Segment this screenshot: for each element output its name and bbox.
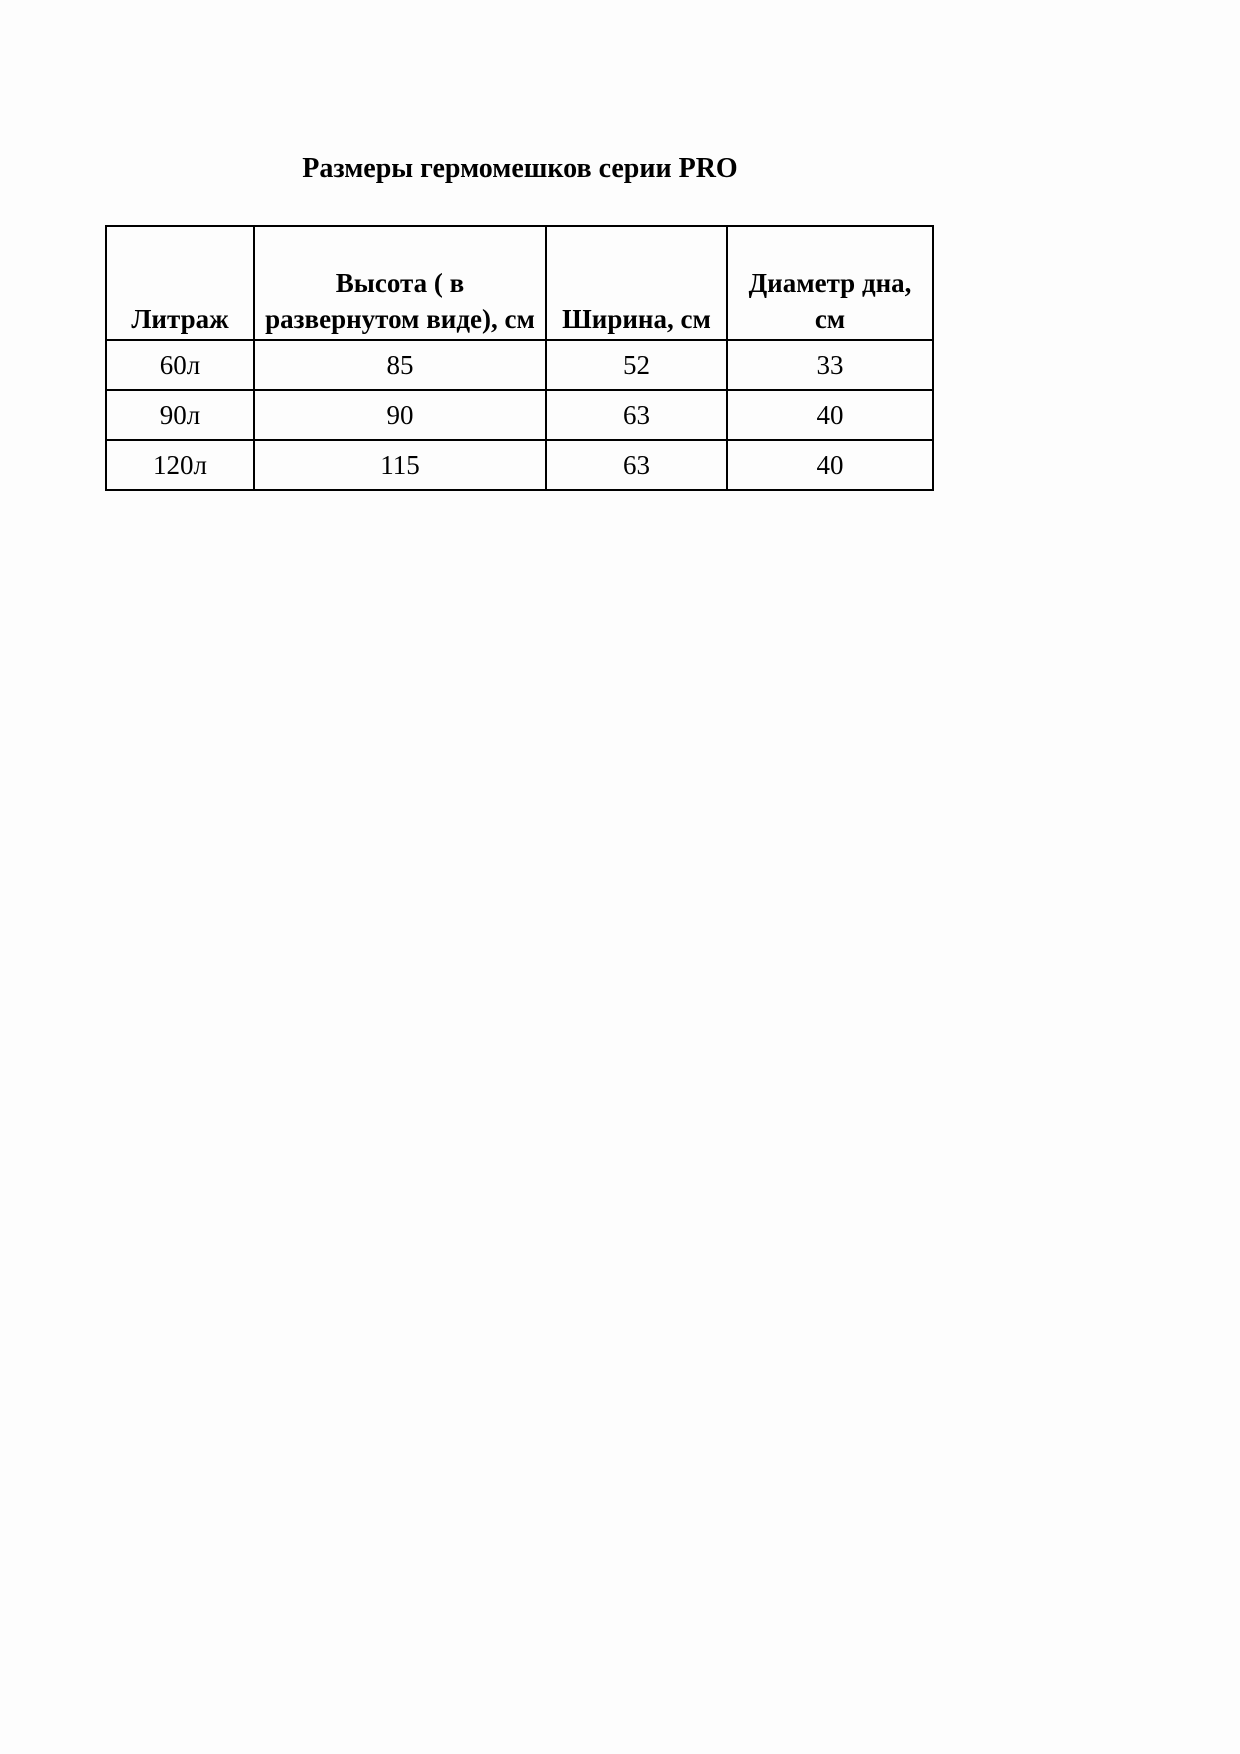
cell-width: 52 bbox=[546, 340, 727, 390]
cell-volume: 90л bbox=[106, 390, 254, 440]
cell-bottom-diameter: 33 bbox=[727, 340, 933, 390]
table-row bbox=[106, 340, 933, 390]
document-title: Размеры гермомешков серии PRO bbox=[302, 153, 738, 184]
table-row bbox=[106, 440, 933, 490]
cell-height: 90 bbox=[254, 390, 546, 440]
cell-height: 115 bbox=[254, 440, 546, 490]
table-header-row bbox=[106, 226, 933, 340]
header-width: Ширина, см bbox=[546, 226, 727, 340]
cell-volume: 120л bbox=[106, 440, 254, 490]
header-volume: Литраж bbox=[106, 226, 254, 340]
cell-bottom-diameter: 40 bbox=[727, 390, 933, 440]
cell-bottom-diameter: 40 bbox=[727, 440, 933, 490]
sizes-table bbox=[105, 225, 934, 491]
cell-width: 63 bbox=[546, 440, 727, 490]
cell-volume: 60л bbox=[106, 340, 254, 390]
table-row bbox=[106, 390, 933, 440]
cell-height: 85 bbox=[254, 340, 546, 390]
header-height: Высота ( в развернутом виде), см bbox=[254, 226, 546, 340]
header-bottom-diameter: Диаметр дна, см bbox=[727, 226, 933, 340]
cell-width: 63 bbox=[546, 390, 727, 440]
